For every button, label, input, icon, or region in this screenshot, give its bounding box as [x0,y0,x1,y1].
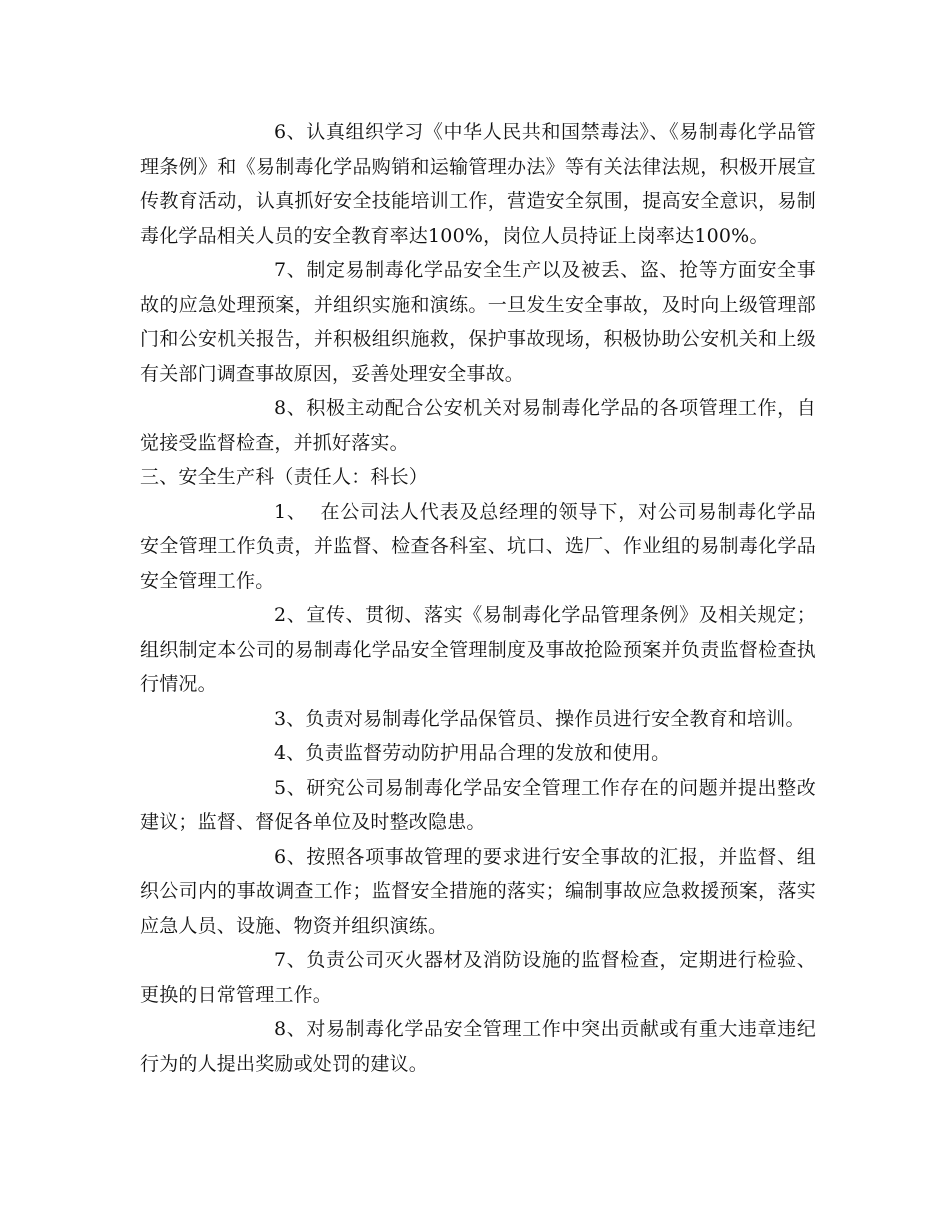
paragraph-item-5-rectification: 5、研究公司易制毒化学品安全管理工作存在的问题并提出整改建议；监督、督促各单位及时整改隐患。 [140,776,816,833]
paragraph-item-4-protective-equipment: 4、负责监督劳动防护用品合理的发放和使用。 [274,742,671,764]
paragraph-item-7-fire-equipment: 7、负责公司灭火器材及消防设施的监督检查，定期进行检验、更换的日常管理工作。 [140,949,816,1006]
paragraph-item-7-emergency-plan: 7、制定易制毒化学品安全生产以及被丢、盗、抢等方面安全事故的应急处理预案，并组织实施和演练。一旦发生安全事故，及时向上级管理部门和公安机关报告，并积极组织施救，保护事故现场，积极协助公安机关和上级有关部门调查事故原因，妥善处理安全事故。 [140,259,816,385]
section-heading-safety-production: 三、安全生产科（责任人：科长） [140,466,429,488]
document-body [140,115,816,1081]
paragraph-item-1-responsibility: 1、 在公司法人代表及总经理的领导下，对公司易制毒化学品安全管理工作负责，并监督、检查各科室、坑口、选厂、作业组的易制毒化学品安全管理工作。 [140,500,816,592]
paragraph-item-3-training: 3、负责对易制毒化学品保管员、操作员进行安全教育和培训。 [274,707,805,730]
paragraph-item-2-publicize-regulations: 2、宣传、贯彻、落实《易制毒化学品管理条例》及相关规定；组织制定本公司的易制毒化学品安全管理制度及事故抢险预案并负责监督检查执行情况。 [140,604,816,695]
paragraph-item-8-rewards-penalties: 8、对易制毒化学品安全管理工作中突出贡献或有重大违章违纪行为的人提出奖励或处罚的建议。 [140,1018,816,1075]
paragraph-item-6-study-laws: 6、认真组织学习《中华人民共和国禁毒法》、《易制毒化学品管理条例》和《易制毒化学品购销和运输管理办法》等有关法律法规，积极开展宣传教育活动，认真抓好安全技能培训工作，营造安全氛围，提高安全意识，易制毒化学品相关人员的安全教育率达100%，岗位人员持证上岗率达100%。 [140,121,816,247]
paragraph-item-6-accident-reporting: 6、按照各项事故管理的要求进行安全事故的汇报，并监督、组织公司内的事故调查工作；监督安全措施的落实；编制事故应急救援预案，落实应急人员、设施、物资并组织演练。 [140,845,816,937]
paragraph-item-8-cooperate-police: 8、积极主动配合公安机关对易制毒化学品的各项管理工作，自觉接受监督检查，并抓好落实。 [140,397,816,454]
